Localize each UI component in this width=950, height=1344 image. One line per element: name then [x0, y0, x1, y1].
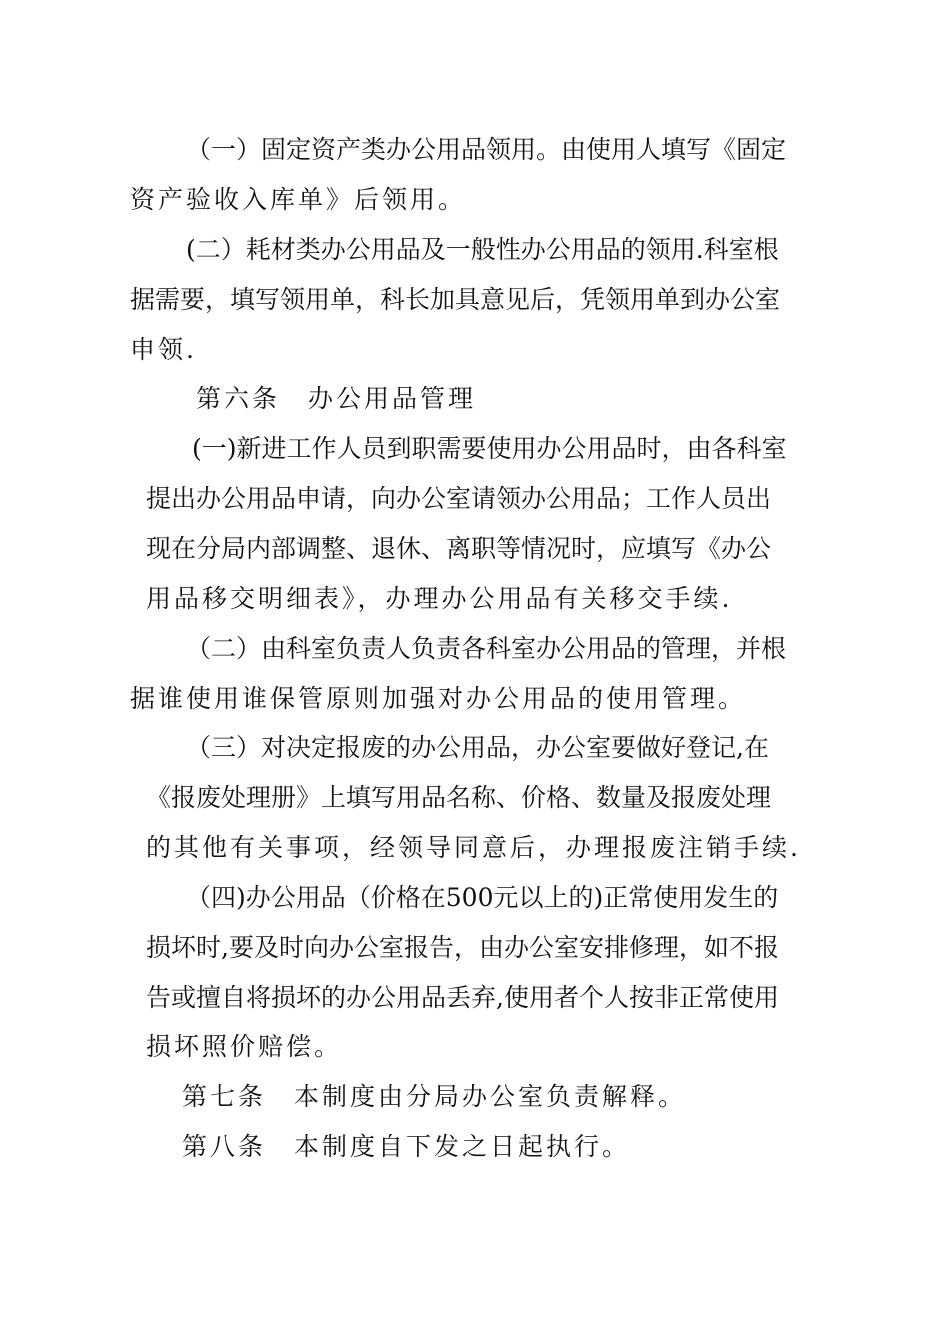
text-line: 资产验收入库单》后领用。: [130, 185, 467, 214]
text-line: （三）对决定报废的办公用品，办公室要做好登记,在: [186, 733, 769, 762]
text-line: 申领.: [130, 335, 197, 364]
text-line: （二）由科室负责人负责各科室办公用品的管理，并根: [186, 634, 787, 663]
text-line: 损坏照价赔偿。: [146, 1032, 343, 1061]
text-line: 损坏时,要及时向办公室报告，由办公室安排修理，如不报: [146, 933, 779, 962]
article-heading: 第八条 本制度自下发之日起执行。: [182, 1132, 631, 1161]
article-heading: 第六条 办公用品管理: [196, 384, 477, 413]
text-line: (二）耗材类办公用品及一般性办公用品的领用.科室根: [186, 235, 779, 264]
text-line: （一）固定资产类办公用品领用。由使用人填写《固定: [186, 135, 787, 164]
text-line: 《报废处理册》上填写用品名称、价格、数量及报废处理: [146, 783, 772, 812]
text-line: 据需要，填写领用单，科长加具意见后，凭领用单到办公室: [130, 285, 781, 314]
text-line: 的其他有关事项，经领导同意后，办理报废注销手续.: [146, 833, 801, 862]
text-line: 告或擅自将损坏的办公用品丢弃,使用者个人按非正常使用: [146, 983, 779, 1012]
text-line: (一)新进工作人员到职需要使用办公用品时，由各科室: [192, 434, 787, 463]
text-line: 提出办公用品申请，向办公室请领办公用品；工作人员出: [146, 484, 772, 513]
text-line: （四)办公用品（价格在500元以上的)正常使用发生的: [186, 883, 779, 912]
article-heading: 第七条 本制度由分局办公室负责解释。: [182, 1082, 687, 1111]
text-line: 用品移交明细表》，办理办公用品有关移交手续.: [146, 584, 733, 613]
text-line: 据谁使用谁保管原则加强对办公用品的使用管理。: [130, 684, 747, 713]
text-line: 现在分局内部调整、退休、离职等情况时，应填写《办公: [146, 534, 772, 563]
